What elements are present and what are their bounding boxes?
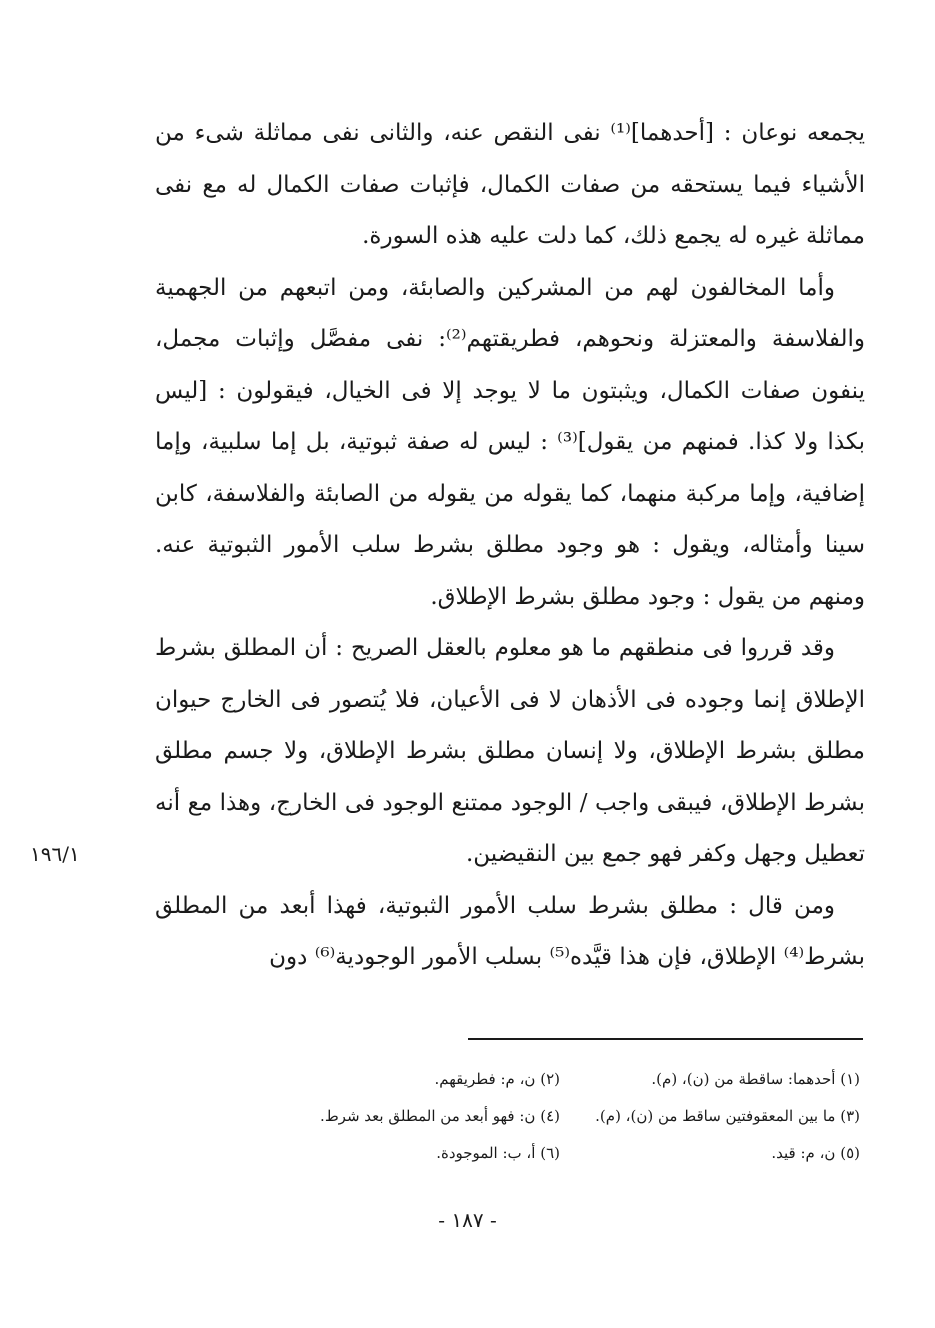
footnote-row bbox=[160, 1097, 860, 1134]
footnote-text: أحدهما: ساقطة من (ن)، (م). bbox=[651, 1069, 836, 1088]
footnote-3 bbox=[560, 1107, 860, 1125]
footnote-text: ن، م: فطريقهم. bbox=[434, 1069, 536, 1088]
footnote-text: ن: فهو أبعد من المطلق بعد شرط. bbox=[320, 1106, 536, 1125]
footnote-2 bbox=[160, 1070, 560, 1088]
footnote-row bbox=[160, 1134, 860, 1171]
footnote-1 bbox=[560, 1070, 860, 1088]
footnote-number: (١) bbox=[840, 1069, 860, 1088]
footnote-5 bbox=[560, 1144, 860, 1162]
footnote-text: أ، ب: الموجودة. bbox=[436, 1143, 536, 1162]
footnotes bbox=[160, 1060, 860, 1171]
main-text bbox=[155, 108, 865, 984]
footnote-row bbox=[160, 1060, 860, 1097]
paragraph-4: ومن قال : مطلق بشرط سلب الأمور الثبوتية، فهذا أبعد من المطلق بشرط⁽⁴⁾ الإطلاق، فإن هذا قيَّده⁽⁵⁾ بسلب الأمور الوجودية⁽⁶⁾ دون bbox=[155, 892, 865, 970]
page-number: - ١٨٧ - bbox=[438, 1208, 497, 1232]
footnote-4 bbox=[160, 1107, 560, 1125]
paragraph-2: وأما المخالفون لهم من المشركين والصابئة، ومن اتبعهم من الجهمية والفلاسفة والمعتزلة ونحوهم، فطريقتهم⁽²⁾: نفى مفصَّل وإثبات مجمل، ينفون صفات الكمال، ويثبتون ما لا يوجد إلا فى الخيال، فيقولون : [ليس بكذا ولا كذا. فمنهم من يقول]⁽³⁾ : ليس له صفة ثبوتية، بل إما سلبية، وإما إضافية، وإما مركبة منهما، كما يقوله من يقوله من الصابئة والفلاسفة، كابن سينا وأمثاله، ويقول : هو وجود مطلق بشرط سلب الأمور الثبوتية عنه. ومنهم من يقول : وجود مطلق بشرط الإطلاق. bbox=[155, 274, 865, 610]
footnote-text: ما بين المعقوفتين ساقط من (ن)، (م). bbox=[595, 1106, 836, 1125]
footnote-number: (٣) bbox=[840, 1106, 860, 1125]
footnote-number: (٥) bbox=[840, 1143, 860, 1162]
paragraph-3: وقد قرروا فى منطقهم ما هو معلوم بالعقل الصريح : أن المطلق بشرط الإطلاق إنما وجوده فى الأذهان لا فى الأعيان، فلا يُتصور فى الخارج حيوان مطلق بشرط الإطلاق، ولا إنسان مطلق بشرط الإطلاق، ولا جسم مطلق بشرط الإطلاق، فيبقى واجب / الوجود ممتنع الوجود فى الخارج، وهذا مع أنه تعطيل وجهل وكفر فهو جمع بين النقيضين. bbox=[155, 635, 865, 867]
footnote-number: (٤) bbox=[540, 1106, 560, 1125]
footnote-number: (٦) bbox=[540, 1143, 560, 1162]
footnote-number: (٢) bbox=[540, 1069, 560, 1088]
margin-page-reference: ١٩٦/١ bbox=[30, 842, 80, 866]
footnote-6 bbox=[160, 1144, 560, 1162]
paragraph-1: يجمعه نوعان : [أحدهما]⁽¹⁾ نفى النقص عنه، والثانى نفى مماثلة شىء من الأشياء فيما يستحقه من صفات الكمال، فإثبات صفات الكمال له مع نفى مماثلة غيره له يجمع ذلك، كما دلت عليه هذه السورة. bbox=[155, 120, 865, 249]
footnote-divider bbox=[468, 1038, 863, 1040]
footnote-text: ن، م: قيد. bbox=[771, 1143, 836, 1162]
